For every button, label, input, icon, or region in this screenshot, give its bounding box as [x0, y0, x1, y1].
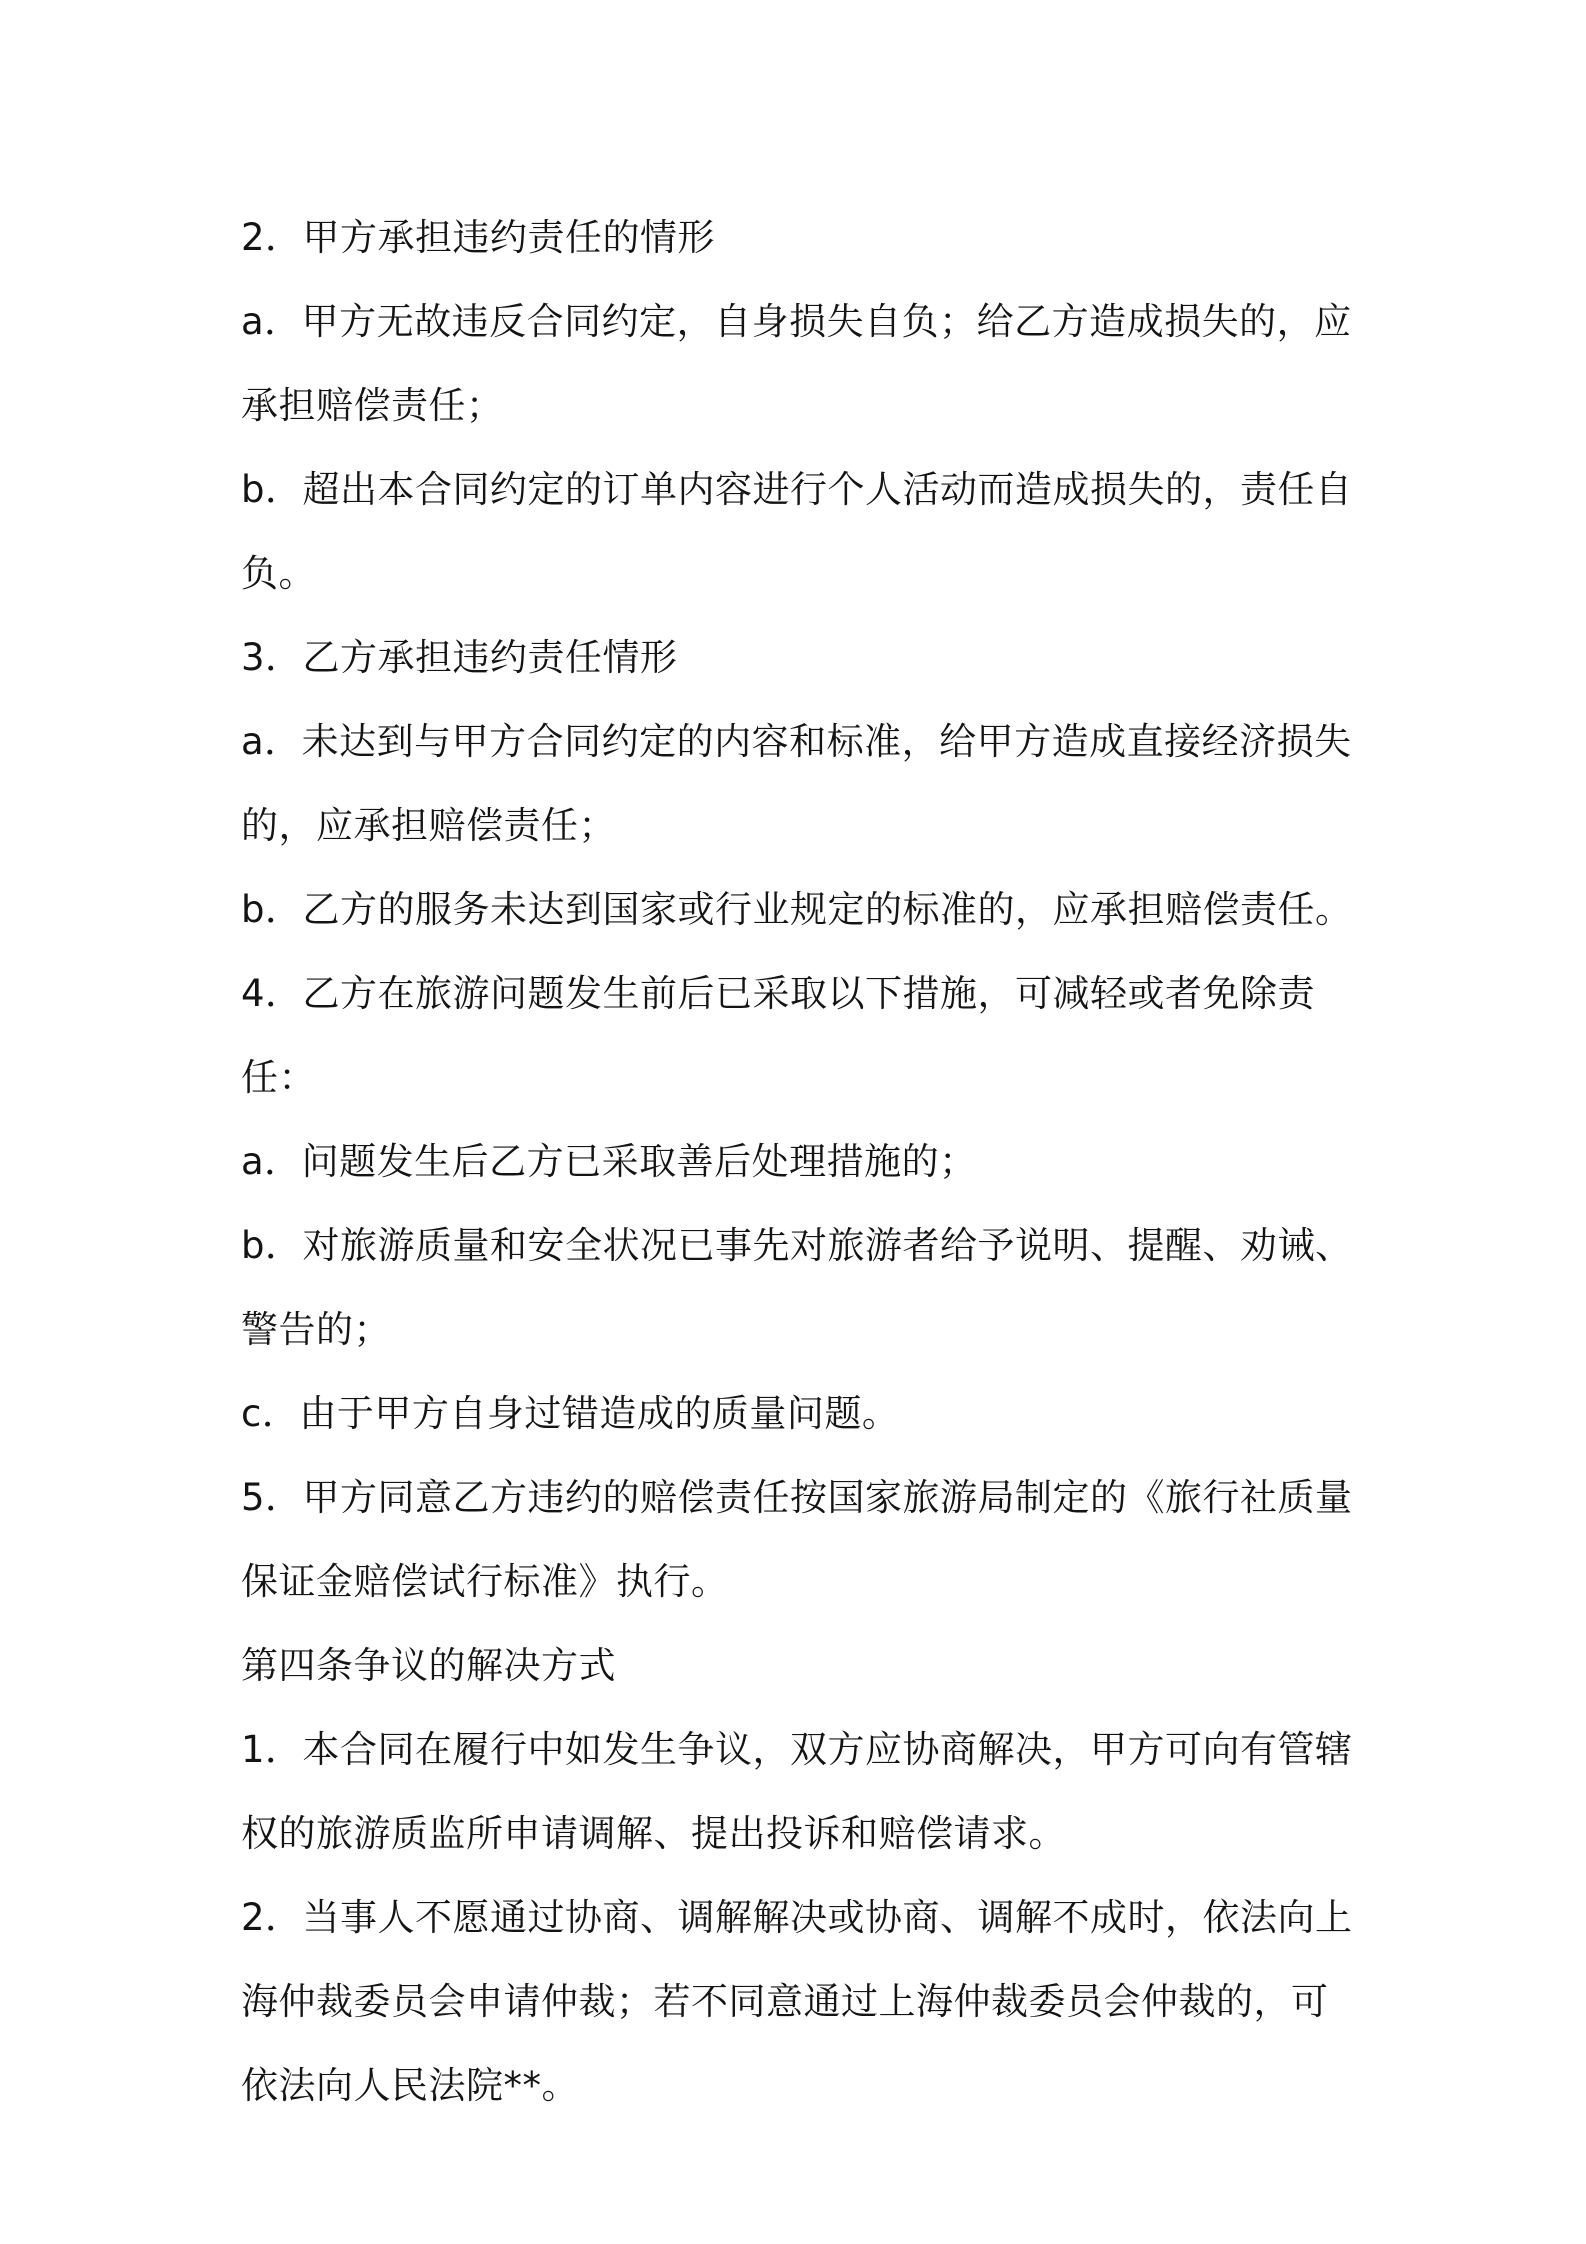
- paragraph-clause-4b: b．对旅游质量和安全状况已事先对旅游者给予说明、提醒、劝诫、警告的；: [241, 1224, 1353, 1351]
- document-body: [241, 196, 1361, 2128]
- paragraph-clause-2b: b．超出本合同约定的订单内容进行个人活动而造成损失的，责任自负。: [241, 468, 1353, 595]
- paragraph-clause-4-heading: 4．乙方在旅游问题发生前后已采取以下措施，可减轻或者免除责任：: [241, 972, 1316, 1099]
- paragraph-clause-4a: a．问题发生后乙方已采取善后处理措施的；: [241, 1140, 977, 1183]
- paragraph-dispute-2: 2．当事人不愿通过协商、调解解决或协商、调解不成时，依法向上海仲裁委员会申请仲裁；若不同意通过上海仲裁委员会仲裁的，可依法向人民法院**。: [241, 1896, 1353, 2107]
- paragraph-clause-3-heading: 3．乙方承担违约责任情形: [241, 636, 678, 679]
- paragraph-clause-2-heading: 2．甲方承担违约责任的情形: [241, 216, 716, 259]
- paragraph-clause-5: 5．甲方同意乙方违约的赔偿责任按国家旅游局制定的《旅行社质量保证金赔偿试行标准》执行。: [241, 1476, 1353, 1603]
- paragraph-clause-2a: a．甲方无故违反合同约定，自身损失自负；给乙方造成损失的，应承担赔偿责任；: [241, 300, 1352, 427]
- paragraph-clause-3a: a．未达到与甲方合同约定的内容和标准，给甲方造成直接经济损失的，应承担赔偿责任；: [241, 720, 1352, 847]
- paragraph-clause-3b: b．乙方的服务未达到国家或行业规定的标准的，应承担赔偿责任。: [241, 888, 1353, 931]
- section-heading-dispute-resolution: 第四条争议的解决方式: [241, 1644, 616, 1687]
- paragraph-clause-4c: c．由于甲方自身过错造成的质量问题。: [241, 1392, 900, 1435]
- paragraph-dispute-1: 1．本合同在履行中如发生争议，双方应协商解决，甲方可向有管辖权的旅游质监所申请调解、提出投诉和赔偿请求。: [241, 1728, 1353, 1855]
